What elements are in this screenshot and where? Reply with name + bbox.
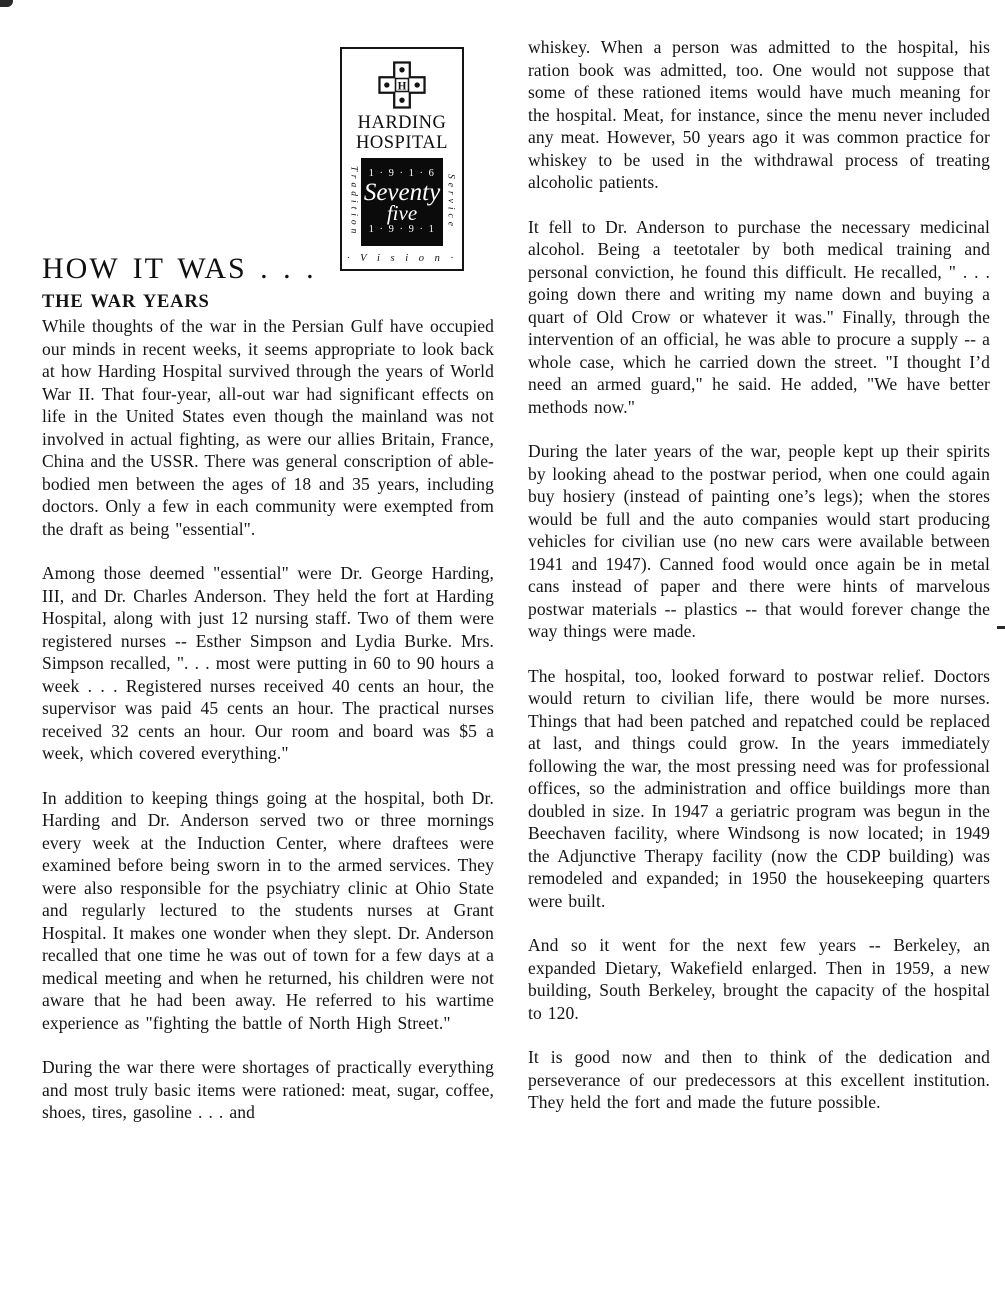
- article-paragraph: And so it went for the next few years -- Berkeley, an expanded Dietary, Wakefield enlarged. Then in 1959, a new building, South Berkeley, brought the capacity of the hospital to 120.: [528, 935, 990, 1023]
- section-title: THE WAR YEARS: [42, 292, 210, 312]
- logo-anniversary-block: [342, 158, 462, 246]
- logo-year-1916: 1 · 9 · 1 · 6: [368, 167, 436, 179]
- right-column: [528, 36, 990, 1114]
- article-paragraph: During the war there were shortages of practically everything and most truly basic items were rationed: meat, sugar, coffee, shoes, tires, gasoline . . . and: [42, 1057, 494, 1122]
- logo-seventy-five-square: [361, 158, 443, 246]
- logo-vision-label: · V i s i o n ·: [346, 253, 458, 264]
- article-paragraph: While thoughts of the war in the Persian Gulf have occupied our minds in recent weeks, it seems appropriate to look back at how Harding Hospital survived through the years of World War II. That four-year, all-out war had significant effects on life in the United States even though the mainland was not involved in actual fighting, as were our allies Britain, France, China and the USSR. There was general conscription of able-bodied men between the ages of 18 and 35 years, including doctors. Only a few in each community were exempted from the draft as being "essential".: [42, 316, 494, 539]
- article-paragraph: During the later years of the war, people kept up their spirits by looking ahead to the postwar period, when one could again buy hosiery (instead of painting one’s legs); when the stores would be full and the auto companies would start producing vehicles for civilian use (no new cars were available between 1941 and 1947). Canned food would once again be in metal cans instead of paper and there were hints of marvelous postwar materials -- plastics -- that would forever change the way things were made.: [528, 441, 990, 641]
- article-paragraph: Among those deemed "essential" were Dr. George Harding, III, and Dr. Charles Anderson. They held the fort at Harding Hospital, along with just 12 nursing staff. Two of them were registered nurses -- Esther Simpson and Lydia Burke. Mrs. Simpson recalled, ". . . most were putting in 60 to 90 hours a week . . . Registered nurses received 40 cents an hour, the supervisor was paid 45 cents an hour. The practical nurses received 32 cents an hour. Our room and board was $5 a week, which covered everything.": [42, 563, 494, 763]
- logo-name-line1: HARDING: [357, 113, 447, 133]
- logo-five-text: five: [386, 201, 418, 225]
- logo-name-line2: HOSPITAL: [356, 133, 448, 153]
- logo-service-label: Service: [445, 174, 456, 230]
- svg-text:H: H: [397, 80, 407, 93]
- logo-year-1991: 1 · 9 · 9 · 1: [368, 224, 436, 235]
- article-paragraph: whiskey. When a person was admitted to the hospital, his ration book was admitted, too. One would not suppose that some of these rationed items would have much meaning for the hospital. Meat, for instance, since the menu never included any meat. However, 50 years ago it was common practice for whiskey to be used in the withdrawal process of treating alcoholic patients.: [528, 37, 990, 192]
- scan-artifact: [0, 0, 13, 7]
- harding-hospital-logo: [340, 47, 464, 271]
- article-paragraph: It fell to Dr. Anderson to purchase the necessary medicinal alcohol. Being a teetotaler by both medical training and personal conviction, he found this difficult. He recalled, " . . . going down there and writing my name down and buying a quart of Old Crow or whatever it was." Finally, through the intervention of an official, he was able to procure a supply -- a whole case, which he carried down the street. "I thought I’d need an armed guard," he said. He added, "We have better methods now.": [528, 216, 990, 417]
- left-column: [42, 292, 494, 1124]
- logo-tradition-label: Tradition: [348, 166, 359, 238]
- article-paragraph: In addition to keeping things going at the hospital, both Dr. Harding and Dr. Anderson served two or three mornings every week at the Induction Center, where draftees were examined before being sworn in to the armed services. They were also responsible for the psychiatry clinic at Ohio State and regularly lectured to the students nurses at Grant Hospital. It makes one wonder when they slept. Dr. Anderson recalled that one time he was out of town for a few days at a medical meeting and when he returned, his children were not aware that he had been away. He referred to his wartime experience as "fighting the battle of North High Street.": [42, 787, 494, 1033]
- scan-artifact: [997, 626, 1005, 629]
- article-paragraph: It is good now and then to think of the dedication and perseverance of our predecessors at this excellent institution. They held the fort and made the future possible.: [528, 1047, 990, 1112]
- logo-hospital-name: [342, 113, 462, 153]
- logo-seventy-text: Seventy: [363, 179, 441, 206]
- article-paragraph: The hospital, too, looked forward to postwar relief. Doctors would return to civilian life, there would be more nurses. Things that had been patched and repatched could be replaced at last, and things could grow. In the years immediately following the war, the most pressing need was for professional offices, so the administration and office buildings more than doubled in size. In 1947 a geriatric program was begun in the Beechaven facility, where Windsong is now located; in 1949 the Adjunctive Therapy facility (now the CDP building) was remodeled and expanded; in 1950 the housekeeping quarters were built.: [528, 665, 990, 911]
- page-title: HOW IT WAS . . .: [42, 252, 316, 286]
- harding-cross-icon: [342, 59, 462, 111]
